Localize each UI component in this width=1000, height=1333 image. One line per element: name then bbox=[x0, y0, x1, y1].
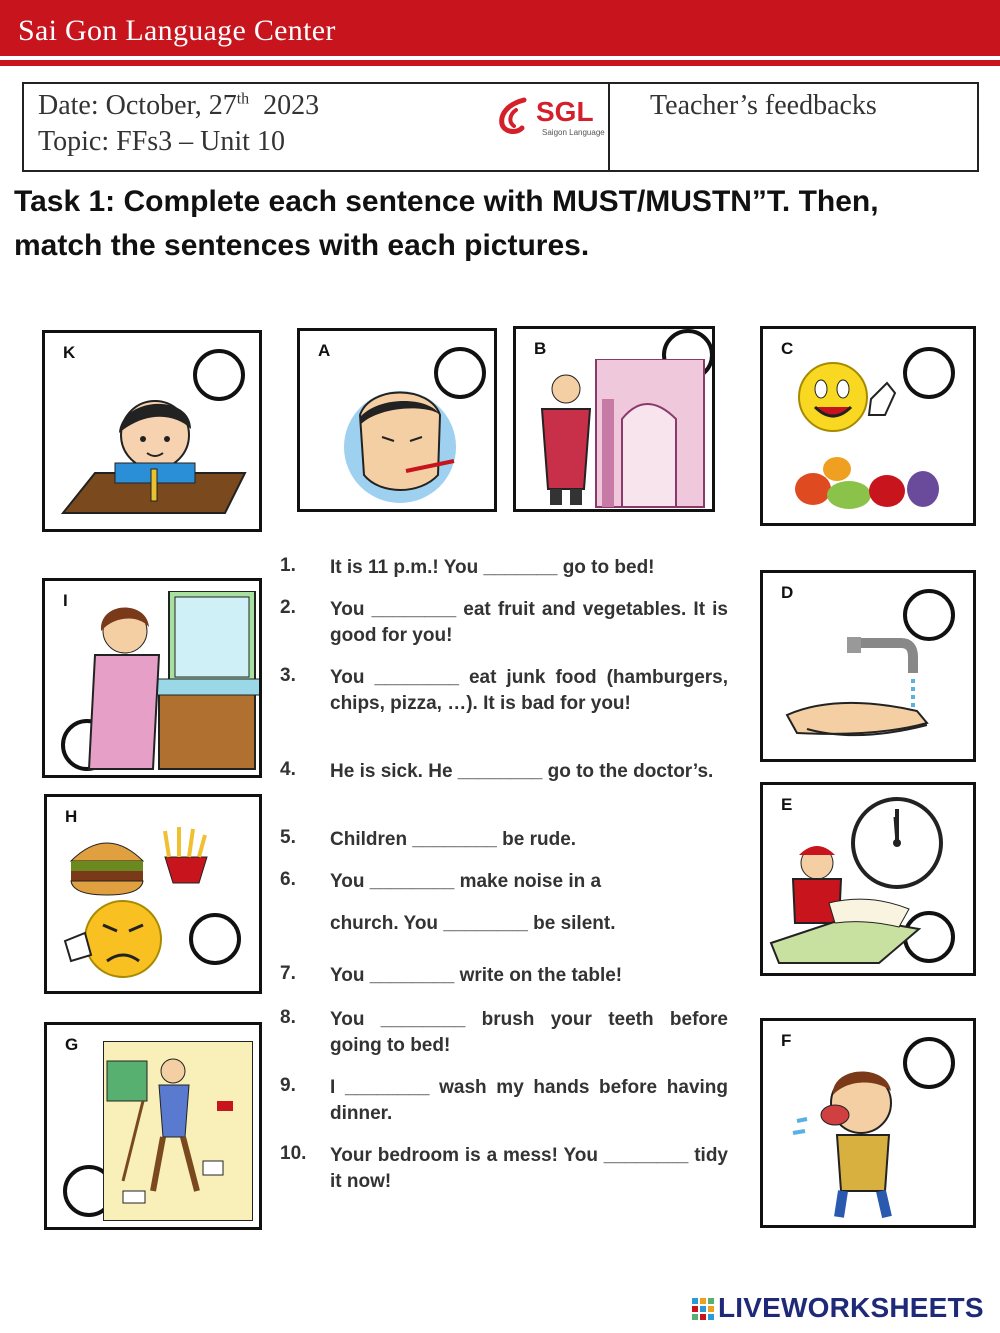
sgl-logo-mark-icon bbox=[494, 96, 534, 140]
picture-c bbox=[760, 326, 976, 526]
liveworksheets-logo-icon bbox=[692, 1298, 714, 1320]
header-divider bbox=[0, 60, 1000, 66]
washing-hands-icon bbox=[777, 623, 967, 753]
messy-bedroom-icon bbox=[103, 1041, 253, 1221]
smiley-thumbs-up-fruit-icon bbox=[777, 339, 967, 519]
picture-a bbox=[297, 328, 497, 512]
center-name: Sai Gon Language Center bbox=[18, 14, 336, 47]
picture-f bbox=[760, 1018, 976, 1228]
picture-d bbox=[760, 570, 976, 762]
boy-writing-on-table-icon bbox=[55, 393, 255, 523]
picture-letter: A bbox=[318, 341, 331, 360]
picture-letter: D bbox=[781, 583, 794, 602]
angry-face-junk-food-icon bbox=[61, 821, 211, 991]
picture-h bbox=[44, 794, 262, 994]
task-title: Task 1: Complete each sentence with MUST/MUSTN”T. Then, match the sentences with each pictures. bbox=[14, 185, 879, 262]
logo-text: SGL bbox=[536, 96, 594, 127]
picture-g bbox=[44, 1022, 262, 1230]
sgl-logo bbox=[494, 94, 606, 144]
rude-boy-icon bbox=[777, 1061, 937, 1221]
girl-brushing-teeth-icon bbox=[79, 591, 259, 771]
picture-letter: F bbox=[781, 1031, 792, 1050]
picture-letter: H bbox=[65, 807, 78, 826]
teacher-feedback-label: Teacher’s feedbacks bbox=[650, 90, 877, 121]
info-table bbox=[22, 82, 979, 172]
picture-e bbox=[760, 782, 976, 976]
table-divider bbox=[608, 84, 610, 170]
picture-letter: K bbox=[63, 343, 76, 362]
picture-b bbox=[513, 326, 715, 512]
sick-man-thermometer-icon bbox=[320, 375, 480, 505]
picture-k bbox=[42, 330, 262, 532]
picture-i bbox=[42, 578, 262, 778]
man-in-church-icon bbox=[526, 359, 706, 509]
header-bar bbox=[0, 0, 1000, 56]
liveworksheets-text: LIVEWORKSHEETS bbox=[718, 1292, 984, 1323]
picture-letter: C bbox=[781, 339, 794, 358]
picture-letter: I bbox=[63, 591, 68, 610]
topic-text: Topic: FFs3 – Unit 10 bbox=[38, 126, 285, 157]
boy-bed-clock-icon bbox=[769, 793, 969, 973]
logo-subtext: Saigon Language bbox=[542, 128, 605, 137]
date-text: Date: October, 27th 2023 bbox=[38, 90, 320, 121]
picture-letter: G bbox=[65, 1035, 79, 1054]
picture-letter: B bbox=[534, 339, 547, 358]
picture-letter: E bbox=[781, 795, 793, 814]
